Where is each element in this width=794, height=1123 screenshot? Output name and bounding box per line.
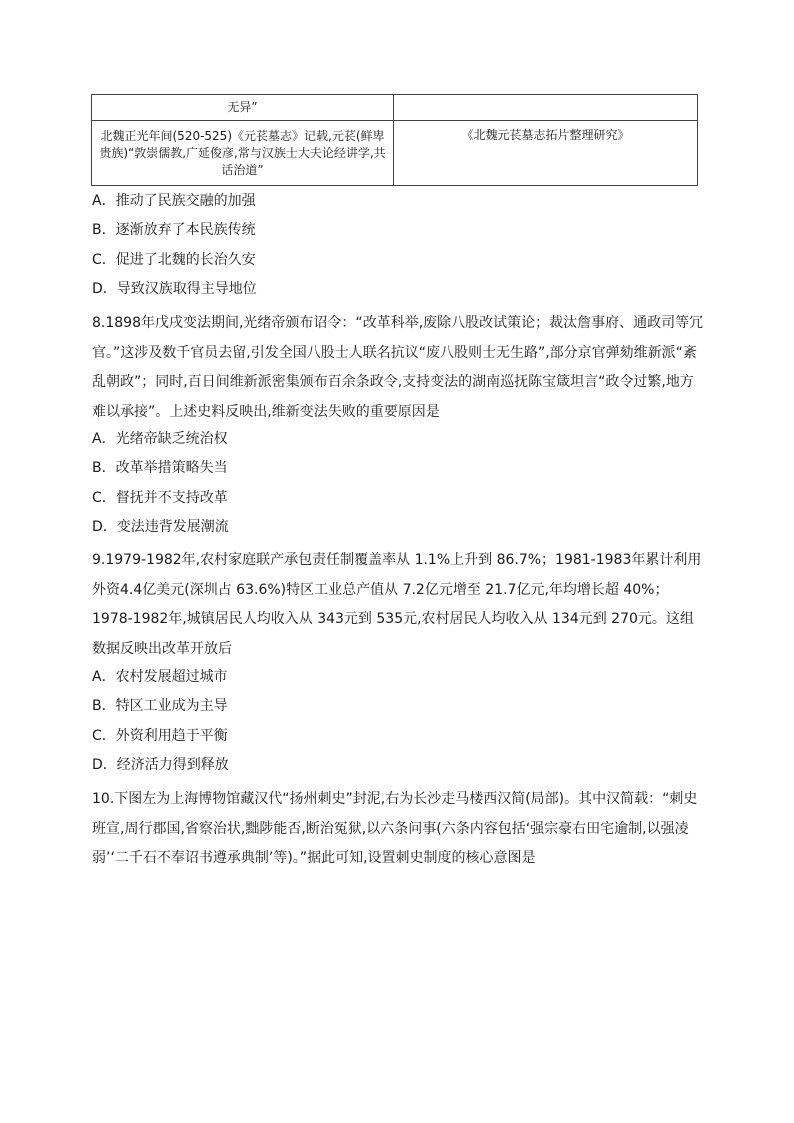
q8-stem: 8.1898年戊戌变法期间,光绪帝颁布诏令：“改革科举,废除八股改试策论；裁汰詹事府、通政司等冗官。”这涉及数千官员去留,引发全国八股士人联名抗议“废八股则士无生路”,部分京官弹劾维新派“紊乱朝政”；同时,百日间维新派密集颁布百余条政令,支持变法的湖南巡抚陈宝箴坦言“政令过繁,地方难以承接”。上述史料反映出,维新变法失败的重要原因是 xyxy=(92,315,704,420)
q8-option-d[interactable]: D．变法违背发展潮流 xyxy=(92,519,229,535)
table-cell: 无异” xyxy=(92,95,394,121)
q9-stem: 9.1979-1982年,农村家庭联产承包责任制覆盖率从 1.1%上升到 86.7%；1981-1983年累计利用外资4.4亿美元(深圳占 63.6%)特区工业总产值从 7.2亿元增至 21.7亿元,年均增长超 40%；1978-1982年,城镇居民人均收入从 343元到 535元,农村居民人均收入从 134元到 270元。这组数据反映出改革开放后 xyxy=(92,552,702,657)
q7-option-d[interactable]: D．导致汉族取得主导地位 xyxy=(92,281,257,297)
q8-option-c[interactable]: C．督抚并不支持改革 xyxy=(92,490,228,506)
table-cell: 《北魏元苌墓志拓片整理研究》 xyxy=(394,121,698,186)
table-cell: 北魏正光年间(520-525)《元苌墓志》记载,元苌(鲜卑贵族)“敦崇儒教,广延俊彦,常与汉族士大夫论经讲学,共话治道” xyxy=(92,121,394,186)
q7-option-b[interactable]: B．逐渐放弃了本民族传统 xyxy=(92,222,256,238)
table-cell xyxy=(394,95,698,121)
table-row xyxy=(92,121,698,186)
q9-option-d[interactable]: D．经济活力得到释放 xyxy=(92,757,229,773)
q7-option-c[interactable]: C．促进了北魏的长治久安 xyxy=(92,252,256,268)
q10-stem: 10.下图左为上海博物馆藏汉代“扬州刺史”封泥,右为长沙走马楼西汉简(局部)。其中汉简载：“刺史班宣,周行郡国,省察治状,黜陟能否,断治冤狱,以六条问事(六条内容包括‘强宗豪右田宅逾制,以强凌弱’‘二千石不奉诏书遵承典制’等)。”据此可知,设置刺史制度的核心意图是 xyxy=(92,791,698,867)
q7-option-a[interactable]: A．推动了民族交融的加强 xyxy=(92,193,256,209)
q8-option-b[interactable]: B．改革举措策略失当 xyxy=(92,460,228,476)
table-row xyxy=(92,95,698,121)
q9-option-b[interactable]: B．特区工业成为主导 xyxy=(92,698,228,714)
source-table xyxy=(91,94,698,186)
q9-option-c[interactable]: C．外资利用趋于平衡 xyxy=(92,728,228,744)
q9-option-a[interactable]: A．农村发展超过城市 xyxy=(92,669,228,685)
q8-option-a[interactable]: A．光绪帝缺乏统治权 xyxy=(92,431,228,447)
